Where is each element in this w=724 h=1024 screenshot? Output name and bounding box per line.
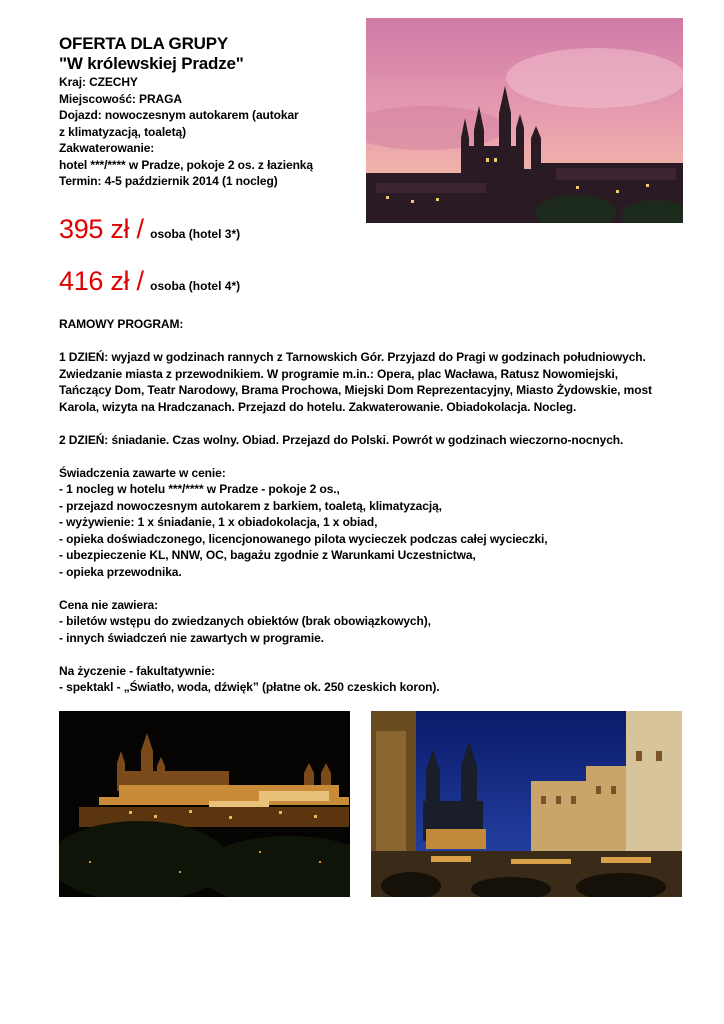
term: Termin: 4-5 październik 2014 (1 nocleg) [59, 174, 278, 188]
optional-item: - spektakl - „Światło, woda, dźwięk” (płatne ok. 250 czeskich koron). [59, 680, 440, 694]
excluded-section [59, 597, 679, 647]
day-1-line: 1 DZIEŃ: wyjazd w godzinach rannych z Tarnowskich Gór. Przyjazd do Pragi w godzinach południowych. [59, 350, 646, 364]
price-hotel-3 [59, 214, 240, 245]
prague-castle-sunset-photo [366, 18, 683, 223]
included-item: - wyżywienie: 1 x śniadanie, 1 x obiadokolacja, 1 x obiad, [59, 515, 378, 529]
included-heading: Świadczenia zawarte w cenie: [59, 465, 226, 480]
included-item: - opieka przewodnika. [59, 564, 182, 579]
excluded-item: - innych świadczeń nie zawartych w programie. [59, 630, 324, 645]
program-heading: RAMOWY PROGRAM: [59, 317, 184, 331]
city: Miejscowość: PRAGA [59, 91, 182, 106]
price-amount: 395 zł / [59, 214, 144, 244]
program-day-2: 2 DZIEŃ: śniadanie. Czas wolny. Obiad. Przejazd do Polski. Powrót w godzinach wieczorno-nocnych. [59, 432, 624, 447]
included-item: - opieka doświadczonego, licencjonowanego pilota wycieczek podczas całej wycieczki, [59, 531, 548, 546]
day-1-line: Tańczący Dom, Teatr Narodowy, Brama Prochowa, Miejski Dom Reprezentacyjny, Miasto Żydowskie, most [59, 383, 652, 397]
included-item: - przejazd nowoczesnym autokarem z barkiem, toaletą, klimatyzacją, [59, 498, 442, 513]
transport-line-2: z klimatyzacją, toaletą) [59, 124, 186, 139]
optional-heading: Na życzenie - fakultatywnie: [59, 663, 215, 678]
accommodation-label: Zakwaterowanie: [59, 141, 155, 155]
program-day-1 [59, 349, 679, 415]
transport-line-1: Dojazd: nowoczesnym autokarem (autokar [59, 108, 299, 122]
offer-header [59, 34, 359, 190]
included-item: - 1 nocleg w hotelu ***/**** w Pradze - pokoje 2 os., [59, 482, 340, 496]
excluded-item: - biletów wstępu do zwiedzanych obiektów (brak obowiązkowych), [59, 614, 431, 628]
country: Kraj: CZECHY [59, 75, 138, 89]
prague-castle-night-photo [59, 711, 350, 897]
optional-section [59, 663, 679, 696]
offer-title: OFERTA DLA GRUPY [59, 34, 228, 53]
included-section [59, 465, 679, 581]
excluded-heading: Cena nie zawiera: [59, 597, 159, 612]
day-1-line: Karola, wizyta na Hradczanach. Przejazd do hotelu. Zakwaterowanie. Obiadokolacja. Nocleg. [59, 399, 577, 414]
included-item: - ubezpieczenie KL, NNW, OC, bagażu zgodnie z Warunkami Uczestnictwa, [59, 548, 476, 562]
day-1-line: Zwiedzanie miasta z przewodnikiem. W programie m.in.: Opera, plac Wacława, Ratusz Nowomiejski, [59, 366, 618, 381]
offer-details [59, 316, 679, 712]
price-amount: 416 zł / [59, 266, 144, 296]
offer-subtitle: "W królewskiej Pradze" [59, 54, 244, 73]
price-note: osoba (hotel 3*) [150, 227, 241, 241]
accommodation: hotel ***/**** w Pradze, pokoje 2 os. z łazienką [59, 157, 313, 172]
price-hotel-4 [59, 266, 240, 297]
price-note: osoba (hotel 4*) [150, 279, 241, 293]
old-town-square-night-photo [371, 711, 682, 897]
